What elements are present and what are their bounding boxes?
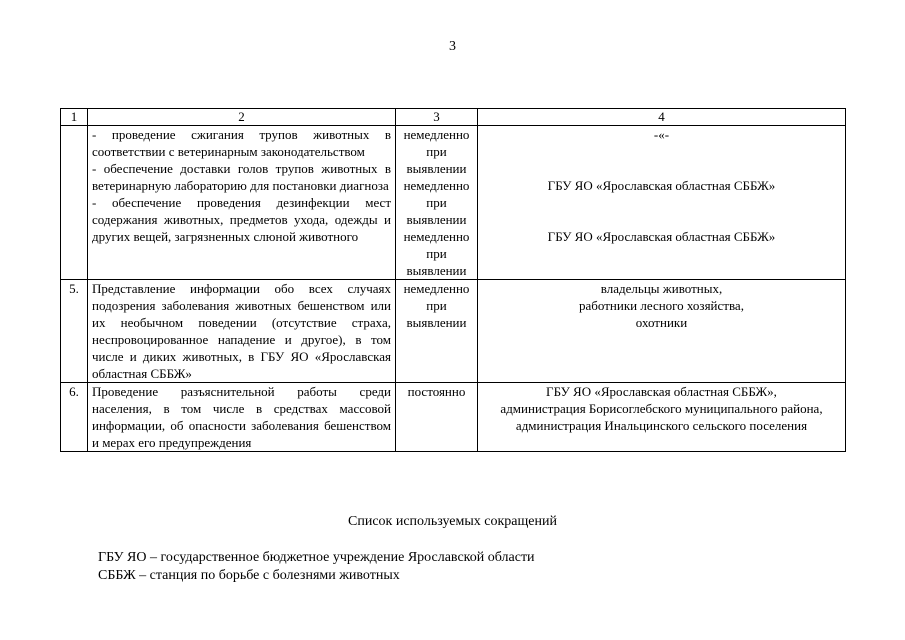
abbreviation-item: ГБУ ЯО – государственное бюджетное учреждение Ярославской области [98, 550, 535, 565]
responsible-line: охотники [635, 315, 688, 330]
page-number: 3 [449, 39, 456, 54]
responsible-line: работники лесного хозяйства, [579, 298, 744, 313]
action-cell: Представление информации обо всех случаях подозрения заболевания животных бешенством или их необычном поведении (отсутствие страха, неспровоцированное нападение и другое), в том числе и диких животных, в ГБУ ЯО «Ярославская областная СББЖ» [88, 280, 396, 383]
table-header-row [61, 109, 846, 126]
abbreviation-item: СББЖ – станция по борьбе с болезнями животных [98, 568, 400, 583]
abbreviations-list [98, 549, 535, 585]
header-col-1: 1 [61, 109, 88, 126]
term-cell: постоянно [396, 383, 478, 452]
responsible-cell [478, 383, 846, 452]
term-cell: немедленно при выявлении [396, 280, 478, 383]
table-row-5 [61, 280, 846, 383]
actions-cell [88, 126, 396, 280]
responsible-item: -«- [653, 127, 670, 142]
responsible-line: администрация Борисоглебского муниципального района, [500, 401, 823, 416]
abbreviations-title: Список используемых сокращений [348, 514, 557, 529]
row-number: 5. [61, 280, 88, 383]
header-col-4: 4 [478, 109, 846, 126]
table-row-6 [61, 383, 846, 452]
responsible-item: ГБУ ЯО «Ярославская областная СББЖ» [547, 229, 776, 244]
terms-cell [396, 126, 478, 280]
table-row-continuation [61, 126, 846, 280]
row-number: 6. [61, 383, 88, 452]
header-col-3: 3 [396, 109, 478, 126]
responsible-line: ГБУ ЯО «Ярославская областная СББЖ», [546, 384, 777, 399]
term-item: немедленно при выявлении [403, 127, 470, 176]
action-item: - проведение сжигания трупов животных в соответствии с ветеринарным законодательством [92, 127, 391, 159]
measures-table [60, 108, 846, 452]
term-item: немедленно при выявлении [403, 229, 470, 278]
action-cell: Проведение разъяснительной работы среди населения, в том числе в средствах массовой информации, об опасности заболевания бешенством и мерах его предупреждения [88, 383, 396, 452]
row-number-cell [61, 126, 88, 280]
responsible-cell [478, 280, 846, 383]
action-item: - обеспечение доставки голов трупов животных в ветеринарную лабораторию для постановки диагноза [92, 161, 391, 193]
term-item: немедленно при выявлении [403, 178, 470, 227]
responsible-line: администрация Инальцинского сельского поселения [515, 418, 808, 433]
responsible-cell [478, 126, 846, 280]
header-col-2: 2 [88, 109, 396, 126]
responsible-item: ГБУ ЯО «Ярославская областная СББЖ» [547, 178, 776, 193]
responsible-line: владельцы животных, [600, 281, 723, 296]
action-item: - обеспечение проведения дезинфекции мест содержания животных, предметов ухода, одежды и других вещей, загрязненных слюной животного [92, 195, 391, 244]
